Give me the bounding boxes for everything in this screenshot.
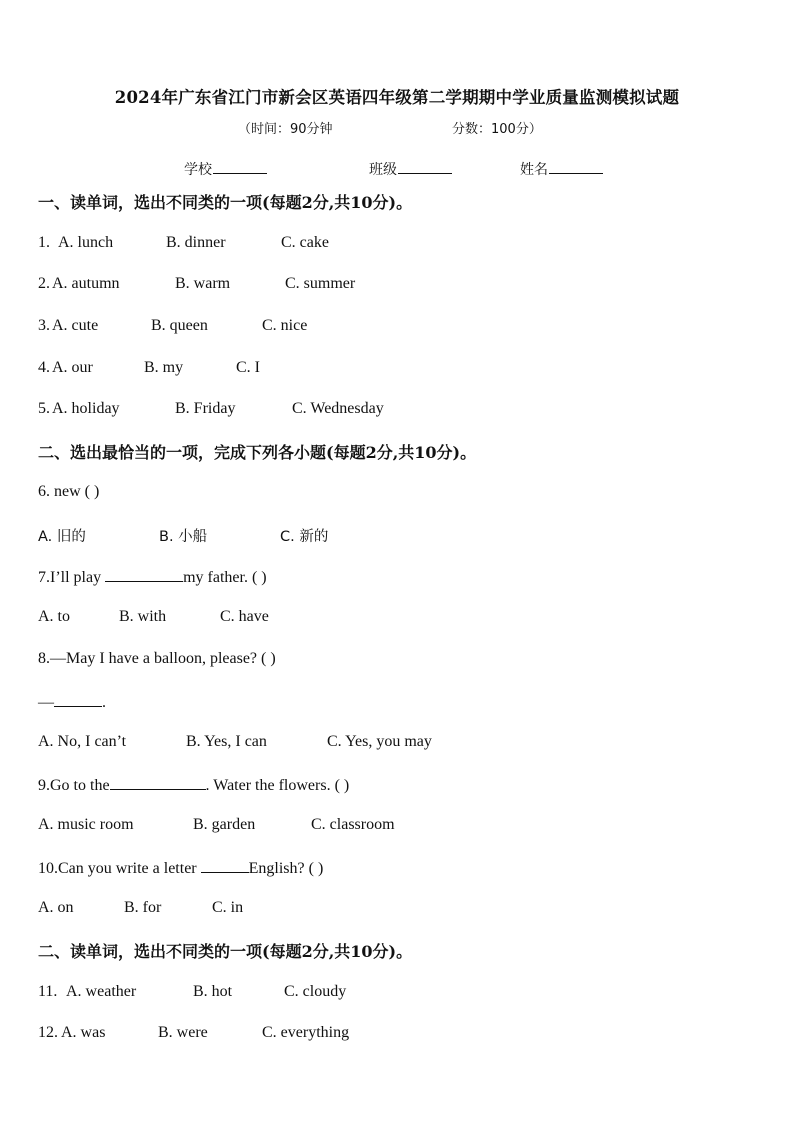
school-blank[interactable]: [213, 159, 267, 174]
option-a[interactable]: A. autumn: [52, 275, 120, 292]
option-a[interactable]: A. weather: [66, 983, 137, 1000]
option-c[interactable]: C. 新的: [280, 529, 329, 545]
option-c[interactable]: C. I: [236, 359, 260, 376]
option-c[interactable]: C. Yes, you may: [327, 733, 432, 750]
stem-end: English? ( ): [248, 860, 324, 877]
question-number: 2.: [38, 275, 50, 292]
stem-end: . Water the flowers. ( ): [205, 777, 350, 794]
exam-score: 分数：100分）: [452, 122, 542, 137]
option-a[interactable]: A. cute: [52, 317, 99, 334]
section-3-heading: 二、读单词，选出不同类的一项(每题2分,共10分)。: [38, 942, 413, 961]
answer-blank[interactable]: [105, 567, 183, 582]
section-2-heading: 二、选出最恰当的一项，完成下列各小题(每题2分,共10分)。: [38, 443, 477, 462]
option-b[interactable]: B. queen: [151, 317, 208, 334]
option-b[interactable]: B. warm: [175, 275, 231, 292]
option-c[interactable]: C. cake: [281, 234, 329, 251]
school-label: 学校: [184, 162, 212, 178]
exam-title: 2024年广东省江门市新会区英语四年级第二学期期中学业质量监测模拟试题: [114, 88, 680, 107]
name-field: [520, 159, 603, 179]
question-stem: [38, 567, 267, 587]
option-c[interactable]: C. have: [220, 608, 269, 625]
option-c[interactable]: C. summer: [285, 275, 356, 292]
option-a[interactable]: A. 旧的: [38, 529, 86, 545]
section-1-heading: 一、读单词，选出不同类的一项(每题2分,共10分)。: [38, 193, 413, 212]
answer-blank[interactable]: [201, 858, 249, 873]
class-field: [369, 159, 452, 179]
option-b[interactable]: B. 小船: [159, 529, 208, 545]
option-b[interactable]: B. Yes, I can: [186, 733, 267, 750]
reply-end: .: [102, 694, 106, 711]
question-number: 3.: [38, 317, 50, 334]
option-b[interactable]: B. dinner: [166, 234, 226, 251]
question-number: 4.: [38, 359, 50, 376]
question-number: 5.: [38, 400, 50, 417]
answer-blank[interactable]: [110, 775, 206, 790]
option-a[interactable]: A. our: [52, 359, 93, 376]
option-c[interactable]: C. Wednesday: [292, 400, 384, 417]
option-c[interactable]: C. classroom: [311, 816, 395, 833]
option-a[interactable]: A. holiday: [52, 400, 120, 417]
question-stem: [38, 775, 349, 795]
option-a[interactable]: A. to: [38, 608, 70, 625]
question-stem: 6. new ( ): [38, 483, 100, 500]
class-label: 班级: [369, 162, 397, 178]
stem-start: 9.Go to the: [38, 777, 110, 794]
option-a[interactable]: A. No, I can’t: [38, 733, 127, 750]
option-a[interactable]: A. music room: [38, 816, 134, 833]
answer-blank[interactable]: [54, 692, 102, 707]
name-label: 姓名: [520, 162, 548, 178]
option-c[interactable]: C. in: [212, 899, 244, 916]
reply-line: [38, 692, 106, 712]
option-b[interactable]: B. were: [158, 1024, 208, 1041]
option-b[interactable]: B. for: [124, 899, 162, 916]
exam-time: （时间：90分钟: [238, 122, 333, 137]
class-blank[interactable]: [398, 159, 452, 174]
option-c[interactable]: C. nice: [262, 317, 308, 334]
option-b[interactable]: B. Friday: [175, 400, 236, 417]
school-field: [184, 159, 267, 179]
question-number: 11.: [38, 983, 58, 1000]
option-a[interactable]: A. was: [61, 1024, 106, 1041]
option-a[interactable]: A. lunch: [58, 234, 114, 251]
question-stem: [38, 858, 323, 878]
option-a[interactable]: A. on: [38, 899, 74, 916]
stem-end: my father. ( ): [183, 569, 267, 586]
option-b[interactable]: B. garden: [193, 816, 256, 833]
option-b[interactable]: B. hot: [193, 983, 233, 1000]
option-c[interactable]: C. everything: [262, 1024, 350, 1041]
name-blank[interactable]: [549, 159, 603, 174]
question-number: 12.: [38, 1024, 58, 1041]
option-c[interactable]: C. cloudy: [284, 983, 347, 1000]
question-stem: 8.—May I have a balloon, please? ( ): [38, 650, 276, 667]
option-b[interactable]: B. with: [119, 608, 167, 625]
stem-start: 10.Can you write a letter: [38, 860, 201, 877]
option-b[interactable]: B. my: [144, 359, 184, 376]
question-number: 1.: [38, 234, 50, 251]
reply-dash: —: [38, 694, 54, 711]
stem-start: 7.I’ll play: [38, 569, 106, 586]
